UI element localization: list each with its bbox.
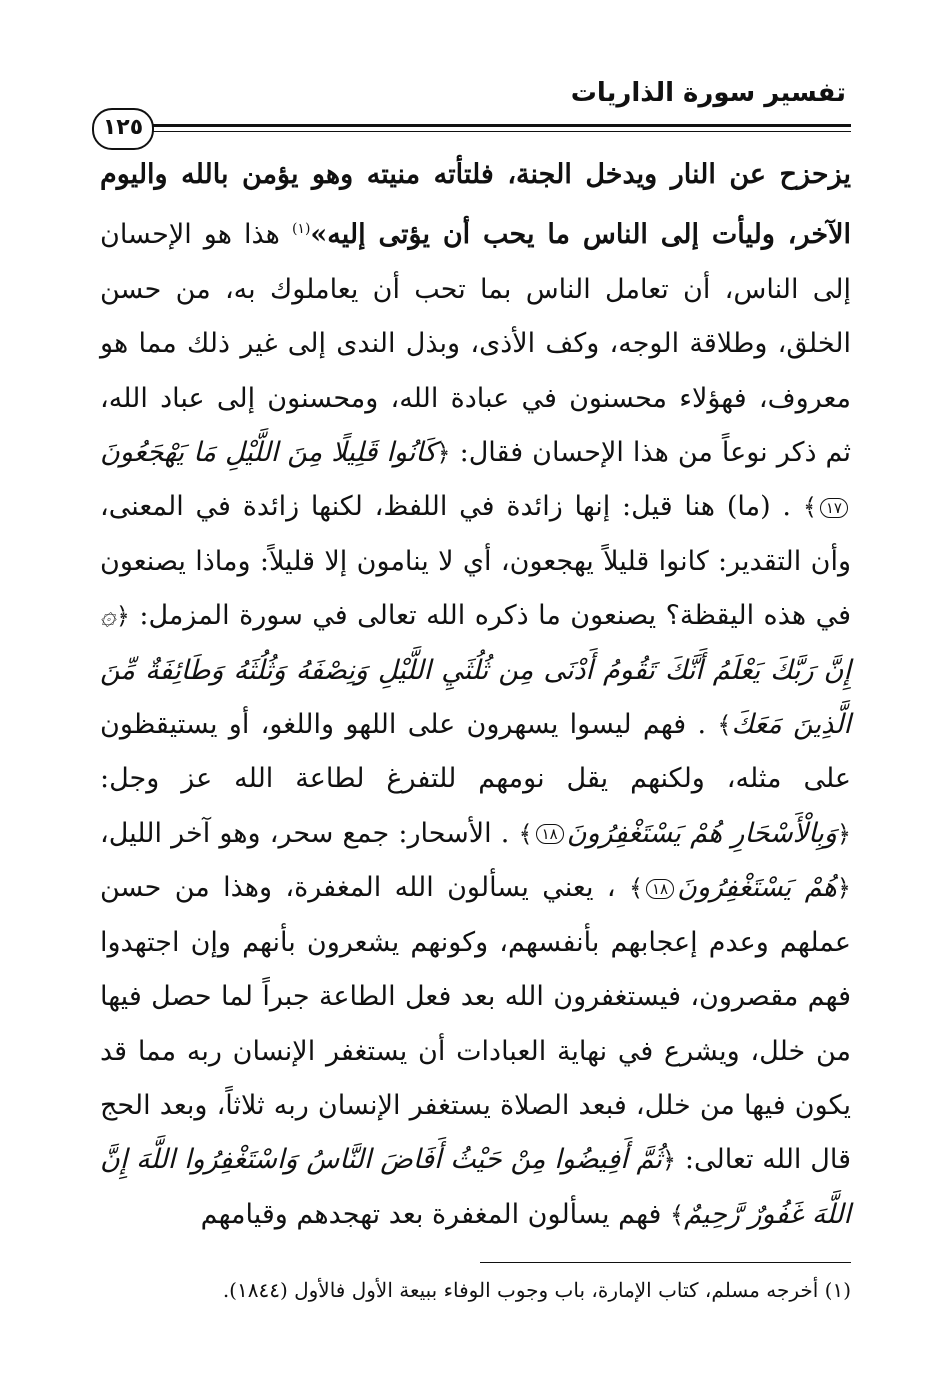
paragraph-text: فهم يسألون المغفرة بعد تهجدهم وقيامهم — [200, 1198, 662, 1230]
quran-verse-4: هُمْ يَسْتَغْفِرُونَ — [677, 872, 837, 904]
quran-verse-3: وَبِالْأَسْحَارِ هُمْ يَسْتَغْفِرُونَ — [566, 817, 837, 849]
quran-open-brace: ﴿ — [436, 439, 451, 468]
main-text — [100, 148, 851, 1242]
paragraph-text: . الأسحار: جمع سحر، وهو آخر الليل، — [100, 817, 510, 849]
quran-close-brace: ﴾ — [518, 819, 533, 848]
quran-open-brace: ﴿ — [836, 819, 851, 848]
quran-close-brace: ﴾ — [802, 493, 817, 522]
quran-open-brace: ﴿ — [115, 602, 130, 631]
ayah-number-badge: ١٨ — [646, 879, 674, 899]
paragraph-text: ، يعني يسألون الله المغفرة، وهذا من حسن عملهم وعدم إعجابهم بأنفسهم، وكونهم يشعرون بأنهم وإن اجتهدوا فهم مقصرون، فيستغفرون الله بعد فعل الطاعة جبراً لما حصل فيها من خلل، ويشرع في نهاية العبادات أن يستغفر الإنسان ربه مما قد يكون فيها من خلل، فبعد الصلاة يستغفر الإنسان ربه ثلاثاً، وبعد الحج قال الله تعالى: — [100, 872, 851, 1176]
ayah-number-badge: ١٨ — [536, 824, 564, 844]
footnote-marker: (١) — [291, 221, 311, 238]
hadith-quote: يزحزح عن النار ويدخل الجنة، فلتأته منيته وهو يؤمن بالله واليوم الآخر، وليأت إلى الناس ما يحب أن يؤتى إليه» — [100, 159, 851, 251]
header-rule-thin — [150, 131, 851, 132]
quran-verse-2: ۞ إِنَّ رَبَّكَ يَعْلَمُ أَنَّكَ تَقُومُ أَدْنَى مِن ثُلُثَيِ اللَّيْلِ وَنِصْفَهُ وَثُلُثَهُ وَطَائِفَةٌ مِّنَ الَّذِينَ مَعَكَ — [100, 600, 852, 741]
quran-verse-1: كَانُوا قَلِيلًا مِنَ اللَّيْلِ مَا يَهْجَعُونَ — [100, 437, 437, 469]
paragraph-text: . فهم ليسوا يسهرون على اللهو واللغو، أو يستيقظون على مثله، ولكنهم يقل نومهم للتفرغ لطاعة الله عز وجل: — [100, 709, 851, 795]
running-title: تفسير سورة الذاريات — [570, 78, 846, 108]
header-rule-thick — [150, 124, 851, 127]
quran-verse-5: ثُمَّ أَفِيضُوا مِنْ حَيْثُ أَفَاضَ النَّاسُ وَاسْتَغْفِرُوا اللَّهَ إِنَّ اللَّهَ غَفُورٌ رَّحِيمٌ — [100, 1144, 851, 1230]
footnote-separator — [480, 1262, 851, 1263]
ayah-number-badge: ١٧ — [820, 498, 848, 518]
quran-close-brace: ﴾ — [717, 711, 732, 740]
page-header — [0, 0, 951, 140]
quran-open-brace: ﴿ — [836, 874, 851, 903]
page-number: ١٢٥ — [92, 108, 154, 150]
paragraph-text: . (ما) هنا قيل: إنها زائدة في اللفظ، لكنها زائدة في المعنى، وأن التقدير: كانوا قليلاً يهجعون، أي لا ينامون إلا قليلاً: وماذا يصنعون في هذه اليقظة؟ يصنعون ما ذكره الله تعالى في سورة المزمل: — [100, 491, 851, 632]
quran-open-brace: ﴿ — [662, 1146, 677, 1175]
quran-close-brace: ﴾ — [628, 874, 643, 903]
quran-close-brace: ﴾ — [670, 1200, 685, 1229]
paragraph-text: هذا هو الإحسان إلى الناس، أن تعامل الناس بما تحب أن يعاملوك به، من حسن الخلق، وطلاقة الوجه، وكف الأذى، وبذل الندى إلى غير ذلك مما هو معروف، فهؤلاء محسنون في عبادة الله، ومحسنون إلى عباد الله، ثم ذكر نوعاً من هذا الإحسان فقال: — [100, 219, 852, 469]
footnote: (١) أخرجه مسلم، كتاب الإمارة، باب وجوب الوفاء ببيعة الأول فالأول (١٨٤٤). — [222, 1278, 851, 1302]
